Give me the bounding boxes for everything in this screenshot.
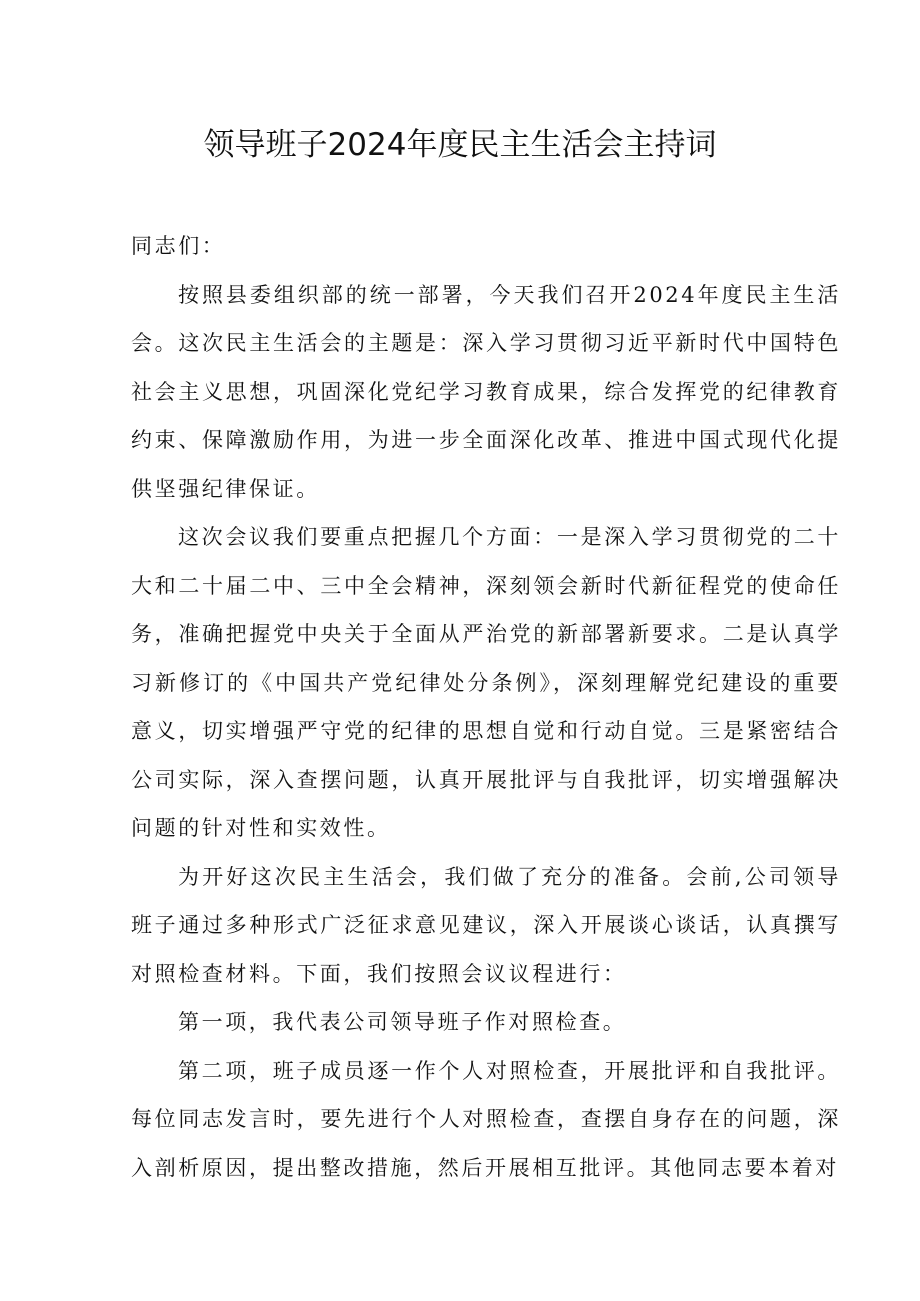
paragraph-key-points: 这次会议我们要重点把握几个方面：一是深入学习贯彻党的二十大和二十届二中、三中全会精神，深刻领会新时代新征程党的使命任务，准确把握党中央关于全面从严治党的新部署新要求。二是认真学习新修订的《中国共产党纪律处分条例》，深刻理解党纪建设的重要意义，切实增强严守党的纪律的思想自觉和行动自觉。三是紧密结合公司实际，深入查摆问题，认真开展批评与自我批评，切实增强解决问题的针对性和实效性。 bbox=[131, 525, 841, 840]
salutation: 同志们： bbox=[131, 234, 226, 258]
document-title: 领导班子2024年度民主生活会主持词 bbox=[203, 127, 717, 163]
paragraph-agenda-item-1: 第一项，我代表公司领导班子作对照检查。 bbox=[178, 1010, 627, 1034]
paragraph-agenda-item-2: 第二项，班子成员逐一作个人对照检查，开展批评和自我批评。每位同志发言时，要先进行个人对照检查，查摆自身存在的问题，深入剖析原因，提出整改措施，然后开展相互批评。其他同志要本着对 bbox=[131, 1058, 841, 1180]
paragraph-meeting-intro: 按照县委组织部的统一部署，今天我们召开2024年度民主生活会。这次民主生活会的主题是：深入学习贯彻习近平新时代中国特色社会主义思想，巩固深化党纪学习教育成果，综合发挥党的纪律教育约束、保障激励作用，为进一步全面深化改革、推进中国式现代化提供坚强纪律保证。 bbox=[131, 282, 841, 501]
document-body bbox=[131, 222, 841, 1192]
paragraph-preparation: 为开好这次民主生活会，我们做了充分的准备。会前,公司领导班子通过多种形式广泛征求意见建议，深入开展谈心谈话，认真撰写对照检查材料。下面，我们按照会议议程进行： bbox=[131, 864, 841, 986]
